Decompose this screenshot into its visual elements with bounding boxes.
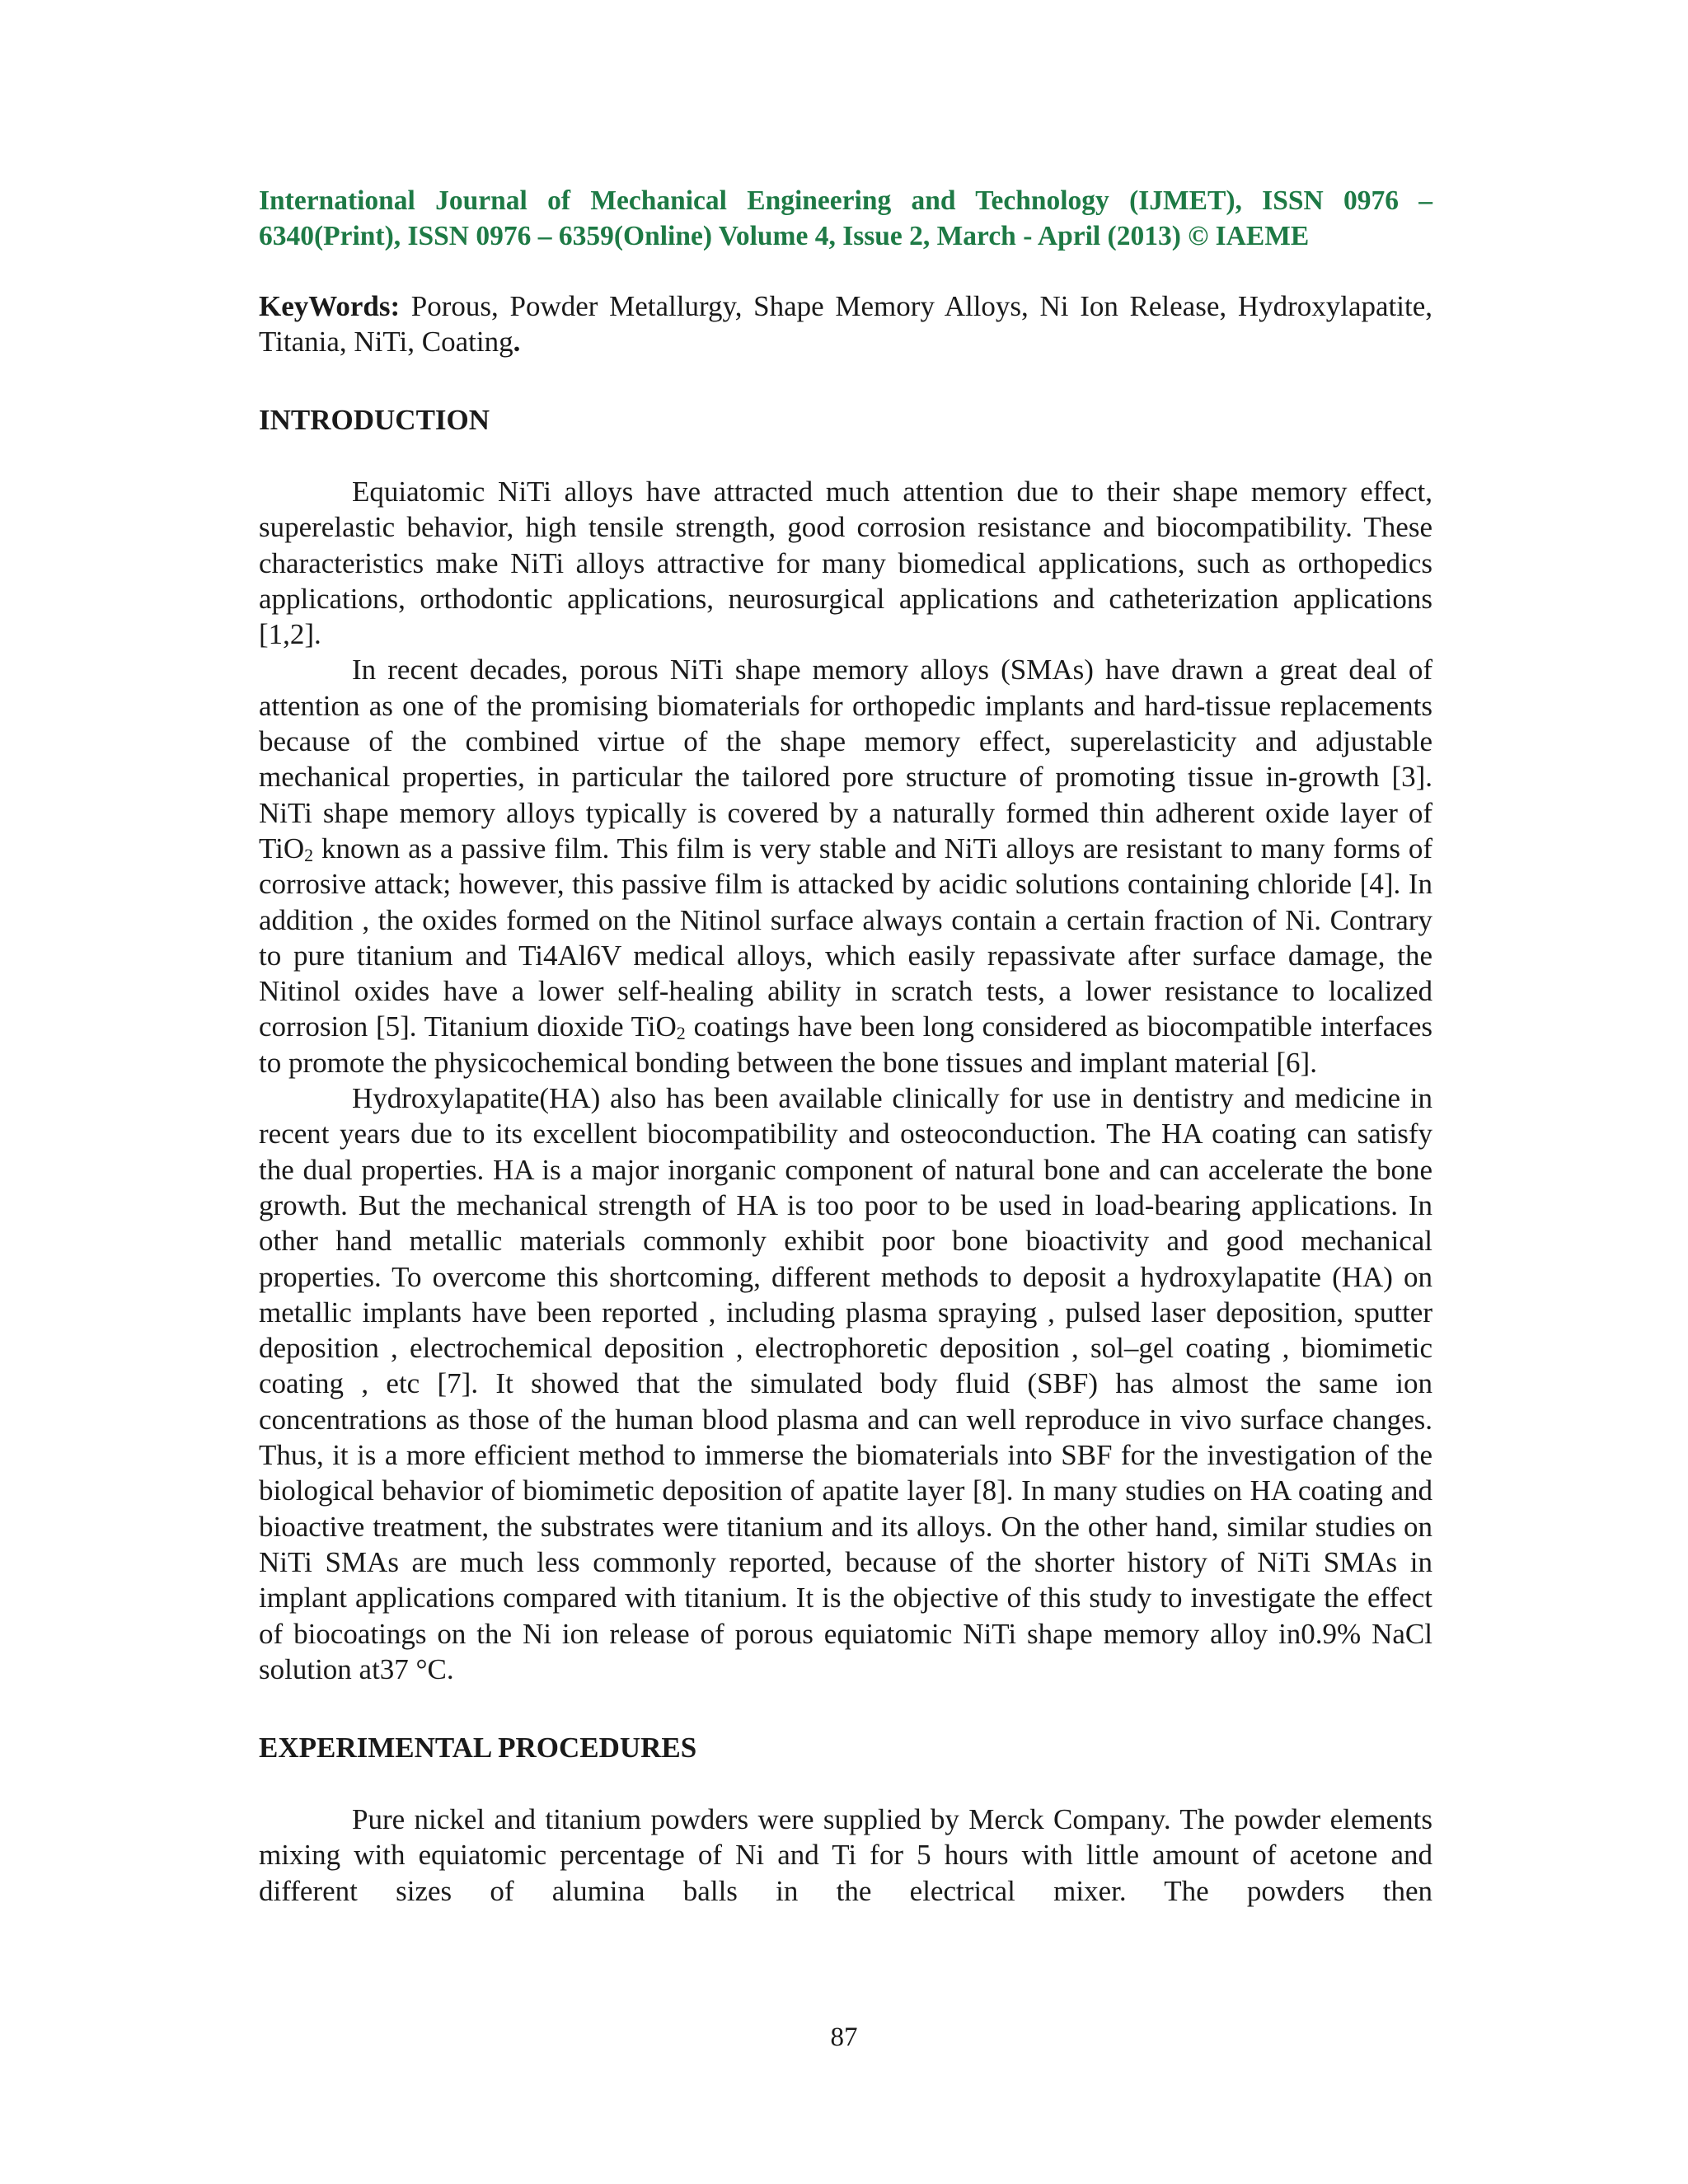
keywords-paragraph: [259, 288, 1432, 359]
page-number: 87: [830, 2022, 858, 2052]
paragraph-text: In recent decades, porous NiTi shape memory alloys (SMAs) have drawn a great deal of attention as one of the promising biomaterials for orthopedic implants and hard-tissue replacements because of the combined virtue of the shape memory effect, superelasticity and adjustable mechanical properties, in particular the tailored pore structure of promoting tissue in-growth [3]. NiTi shape memory alloys typically is covered by a naturally formed thin adherent oxide layer of TiO: [259, 654, 1432, 865]
introduction-paragraph-2: [259, 652, 1432, 1080]
journal-header: International Journal of Mechanical Engineering and Technology (IJMET), ISSN 0976 – 6340(Print), ISSN 0976 – 6359(Online) Volume 4, Issue 2, March - April (2013) © IAEME: [259, 185, 1432, 251]
subscript: 2: [676, 1023, 686, 1044]
introduction-paragraph-3: Hydroxylapatite(HA) also has been available clinically for use in dentistry and medicine in recent years due to its excellent biocompatibility and osteoconduction. The HA coating can satisfy the dual properties. HA is a major inorganic component of natural bone and can accelerate the bone growth. But the mechanical strength of HA is too poor to be used in load-bearing applications. In other hand metallic materials commonly exhibit poor bone bioactivity and good mechanical properties. To overcome this shortcoming, different methods to deposit a hydroxylapatite (HA) on metallic implants have been reported , including plasma spraying , pulsed laser deposition, sputter deposition , electrochemical deposition , electrophoretic deposition , sol–gel coating , biomimetic coating , etc [7]. It showed that the simulated body fluid (SBF) has almost the same ion concentrations as those of the human blood plasma and can well reproduce in vivo surface changes. Thus, it is a more efficient method to immerse the biomaterials into SBF for the investigation of the biological behavior of biomimetic deposition of apatite layer [8]. In many studies on HA coating and bioactive treatment, the substrates were titanium and its alloys. On the other hand, similar studies on NiTi SMAs are much less commonly reported, because of the shorter history of NiTi SMAs in implant applications compared with titanium. It is the objective of this study to investigate the effect of biocoatings on the Ni ion release of porous equiatomic NiTi shape memory alloy in0.9% NaCl solution at37 °C.: [259, 1082, 1432, 1685]
experimental-heading: EXPERIMENTAL PROCEDURES: [259, 1732, 697, 1765]
subscript: 2: [304, 844, 314, 865]
keywords-text: Porous, Powder Metallurgy, Shape Memory Alloys, Ni Ion Release, Hydroxylapatite, Titania, NiTi, Coating: [259, 290, 1432, 358]
introduction-paragraph-1: Equiatomic NiTi alloys have attracted much attention due to their shape memory effect, superelastic behavior, high tensile strength, good corrosion resistance and biocompatibility. These characteristics make NiTi alloys attractive for many biomedical applications, such as orthopedics applications, orthodontic applications, neurosurgical applications and catheterization applications [1,2].: [259, 476, 1432, 651]
keywords-end: .: [513, 326, 521, 358]
page-content: [259, 183, 1432, 1909]
keywords-label: KeyWords:: [259, 290, 401, 322]
paragraph-text: coatings have been long considered as biocompatible interfaces to promote the physicochemical bonding between the bone tissues and implant material [6].: [259, 1010, 1432, 1079]
paragraph-text: known as a passive film. This film is very stable and NiTi alloys are resistant to many forms of corrosive attack; however, this passive film is attacked by acidic solutions containing chloride [4]. In addition , the oxides formed on the Nitinol surface always contain a certain fraction of Ni. Contrary to pure titanium and Ti4Al6V medical alloys, which easily repassivate after surface damage, the Nitinol oxides have a lower self-healing ability in scratch tests, a lower resistance to localized corrosion [5]. Titanium dioxide TiO: [259, 832, 1432, 1043]
experimental-paragraph-1: Pure nickel and titanium powders were supplied by Merck Company. The powder elements mixing with equiatomic percentage of Ni and Ti for 5 hours with little amount of acetone and different sizes of alumina balls in the electrical mixer. The powders then: [259, 1803, 1432, 1907]
introduction-heading: INTRODUCTION: [259, 404, 490, 436]
